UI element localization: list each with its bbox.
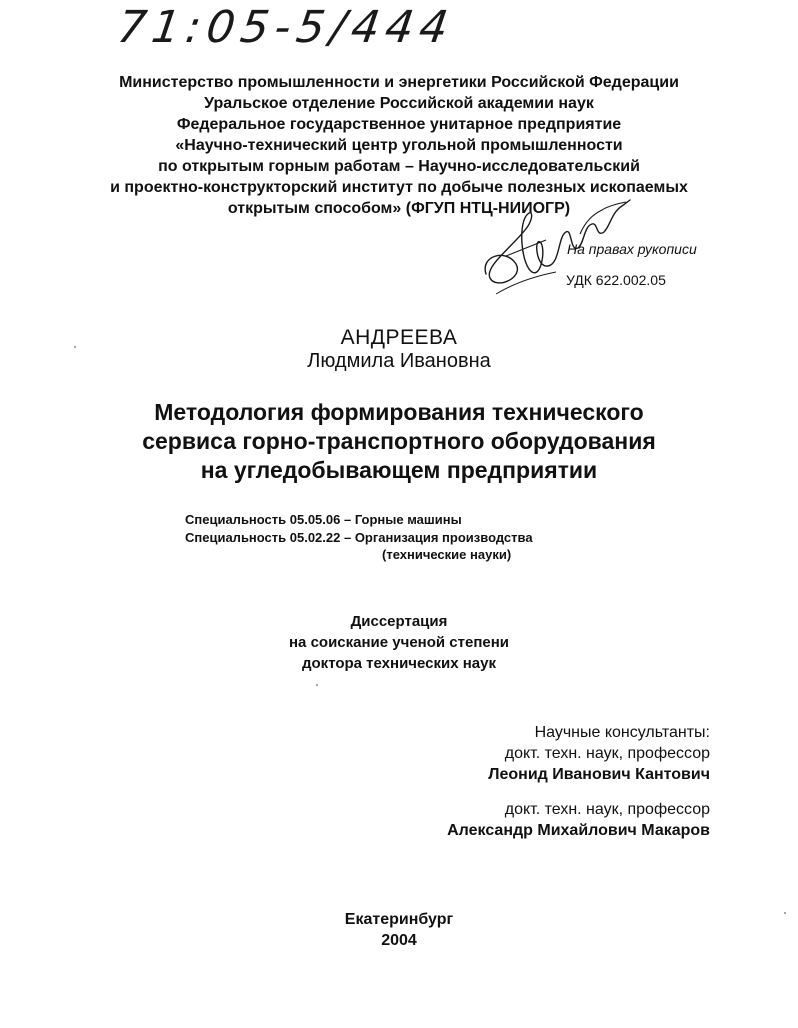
dissertation-title — [0, 398, 798, 485]
advisor-degree: докт. техн. наук, профессор — [504, 801, 710, 818]
advisors-heading: Научные консультанты: — [534, 724, 710, 741]
organization-line: «Научно-технический центр угольной промышленности — [175, 137, 623, 154]
title-line: на угледобывающем предприятии — [200, 457, 598, 483]
advisor-name: Леонид Иванович Кантович — [488, 766, 710, 783]
dissertation-statement — [0, 611, 798, 674]
organization-line: и проектно-конструкторский институт по добыче полезных ископаемых — [110, 179, 688, 196]
organization-header — [0, 72, 798, 219]
organization-line: Уральское отделение Российской академии наук — [204, 95, 594, 112]
handwritten-archive-number: 71:05-5/444 — [114, 2, 458, 53]
scan-speck — [74, 346, 76, 348]
organization-line: Федеральное государственное унитарное предприятие — [176, 116, 622, 133]
city: Екатеринбург — [344, 911, 454, 928]
dissertation-line: доктора технических наук — [302, 655, 496, 672]
advisors-block — [447, 722, 710, 841]
rights-note: На правах рукописи — [567, 241, 697, 257]
organization-line: по открытым горным работам – Научно-исследовательский — [158, 158, 640, 175]
scan-speck — [784, 912, 786, 914]
author-surname: АНДРЕЕВА — [340, 326, 458, 349]
specialty-line: Специальность 05.05.06 – Горные машины — [185, 512, 462, 527]
year: 2004 — [381, 932, 417, 949]
title-line: сервиса горно-транспортного оборудования — [142, 428, 656, 454]
dissertation-line: на соискание ученой степени — [289, 634, 509, 651]
scan-speck — [316, 684, 318, 686]
organization-line: Министерство промышленности и энергетики Российской Федерации — [119, 74, 679, 91]
title-line: Методология формирования технического — [154, 399, 644, 425]
advisor-degree: докт. техн. наук, профессор — [504, 745, 710, 762]
udk-code: УДК 622.002.05 — [566, 272, 666, 288]
specialty-line: Специальность 05.02.22 – Организация производства — [185, 530, 533, 545]
city-year-block — [0, 909, 798, 951]
specialty-note: (технические науки) — [382, 547, 512, 562]
dissertation-line: Диссертация — [350, 613, 448, 630]
author-given-names: Людмила Ивановна — [307, 350, 491, 372]
advisor-name: Александр Михайлович Макаров — [447, 822, 710, 839]
organization-line: открытым способом» (ФГУП НТЦ-НИИОГР) — [227, 200, 571, 217]
